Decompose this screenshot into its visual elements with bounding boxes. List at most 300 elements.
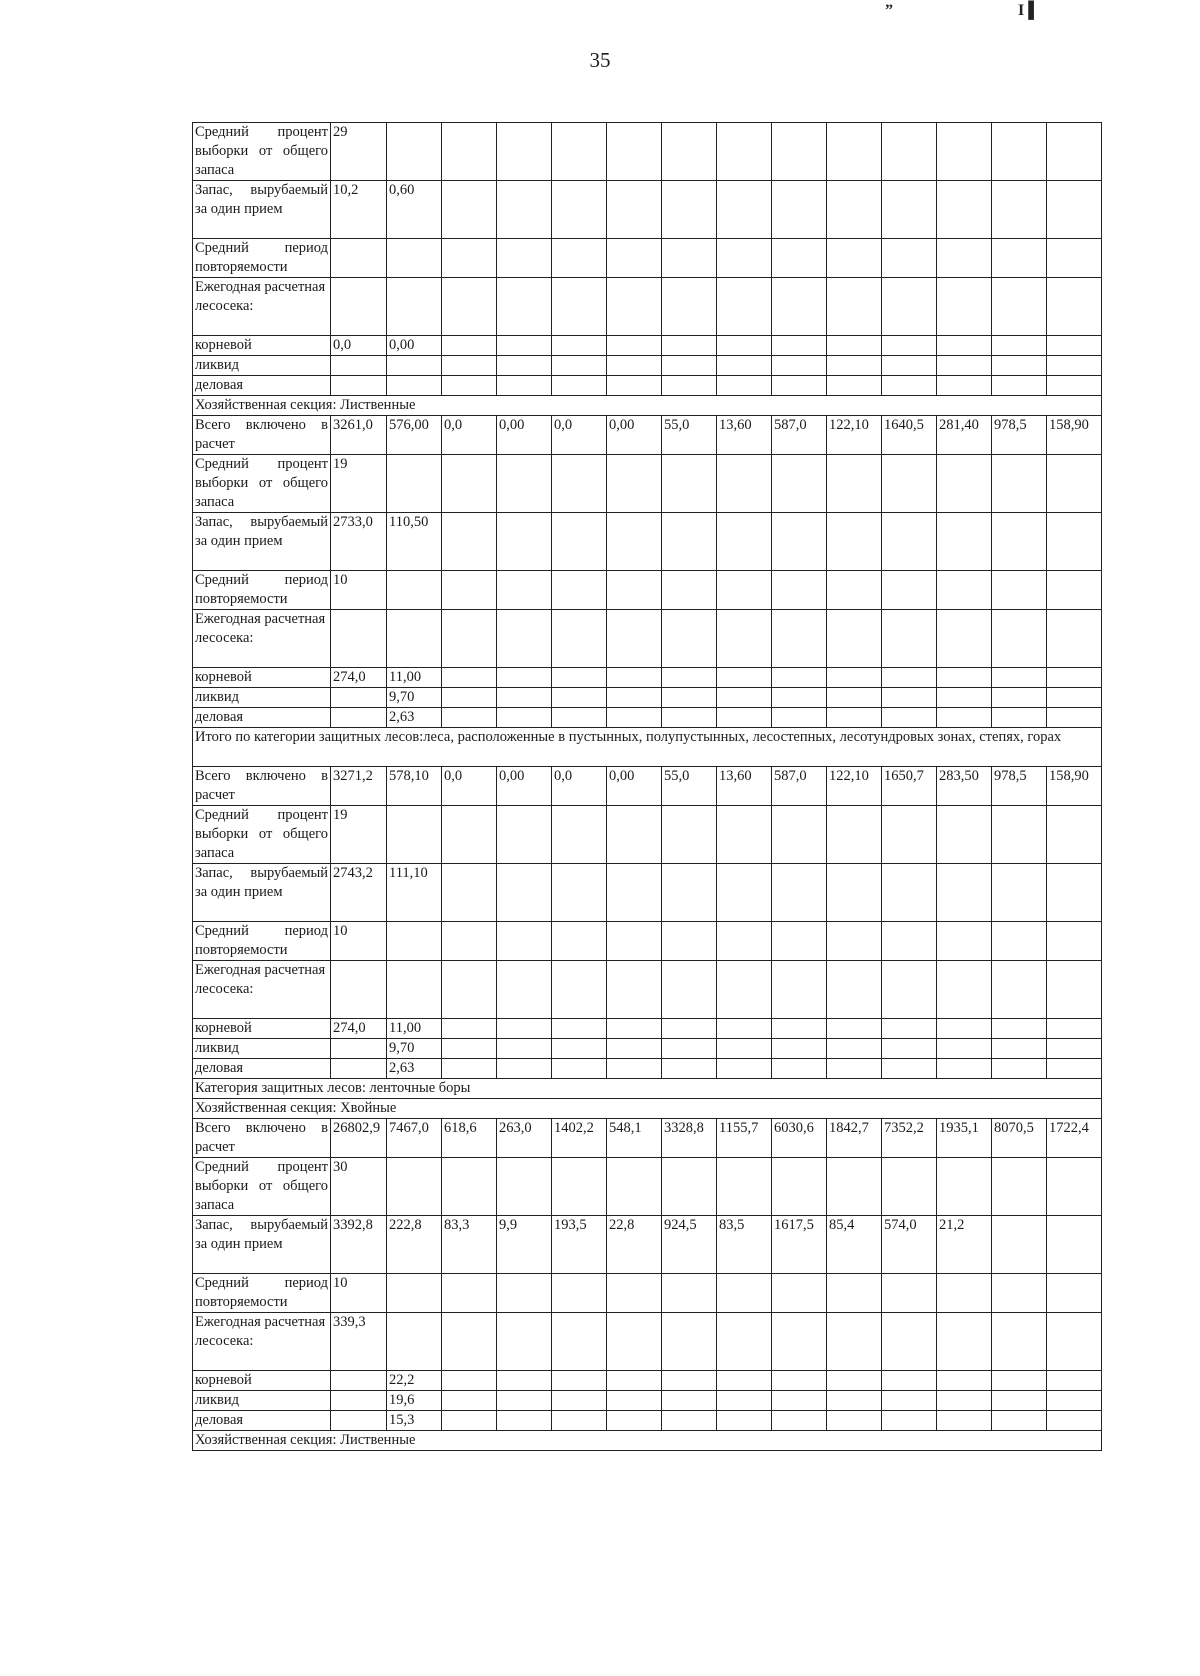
table-cell <box>607 610 662 668</box>
table-cell <box>827 239 882 278</box>
table-cell <box>552 961 607 1019</box>
table-cell <box>331 688 387 708</box>
table-cell <box>882 571 937 610</box>
table-cell <box>882 1391 937 1411</box>
table-cell <box>607 961 662 1019</box>
table-cell <box>662 961 717 1019</box>
table-cell <box>607 455 662 513</box>
table-cell <box>442 1313 497 1371</box>
table-cell: 1935,1 <box>937 1119 992 1158</box>
table-cell: 978,5 <box>992 767 1047 806</box>
table-cell: 0,00 <box>607 767 662 806</box>
row-label: деловая <box>193 376 331 396</box>
table-cell <box>717 1313 772 1371</box>
table-row <box>193 239 1102 278</box>
table-cell <box>442 356 497 376</box>
table-row <box>193 708 1102 728</box>
table-row <box>193 1039 1102 1059</box>
row-label: ликвид <box>193 356 331 376</box>
table-cell <box>717 1391 772 1411</box>
page-number: 35 <box>589 48 611 72</box>
table-cell <box>772 610 827 668</box>
scan-mark: I ▌ <box>1018 2 1040 19</box>
table-cell <box>387 1158 442 1216</box>
table-cell <box>442 1371 497 1391</box>
table-cell <box>497 1019 552 1039</box>
table-cell <box>937 1019 992 1039</box>
table-cell: 1650,7 <box>882 767 937 806</box>
table-cell <box>827 123 882 181</box>
table-cell <box>882 922 937 961</box>
table-cell <box>937 181 992 239</box>
table-cell: 339,3 <box>331 1313 387 1371</box>
table-cell <box>992 1371 1047 1391</box>
table-cell <box>1047 864 1102 922</box>
table-row <box>193 1019 1102 1039</box>
table-cell: 283,50 <box>937 767 992 806</box>
table-cell <box>497 1391 552 1411</box>
table-cell: 122,10 <box>827 767 882 806</box>
row-label: деловая <box>193 708 331 728</box>
table-row <box>193 1059 1102 1079</box>
table-cell <box>882 1059 937 1079</box>
table-cell <box>992 1391 1047 1411</box>
table-cell <box>1047 1274 1102 1313</box>
table-cell: 11,00 <box>387 668 442 688</box>
table-cell <box>772 1411 827 1431</box>
table-cell <box>772 708 827 728</box>
table-cell <box>497 1274 552 1313</box>
table-cell <box>937 1371 992 1391</box>
table-cell <box>331 1391 387 1411</box>
row-label: корневой <box>193 1019 331 1039</box>
table-cell <box>497 864 552 922</box>
table-cell <box>552 376 607 396</box>
row-label: Средний период повторяемости <box>193 571 331 610</box>
table-cell <box>882 356 937 376</box>
table-row <box>193 336 1102 356</box>
table-cell <box>717 1371 772 1391</box>
table-cell <box>662 181 717 239</box>
table-cell <box>882 806 937 864</box>
table-cell <box>772 864 827 922</box>
table-cell: 19,6 <box>387 1391 442 1411</box>
table-row <box>193 1158 1102 1216</box>
table-cell <box>772 239 827 278</box>
table-cell <box>717 806 772 864</box>
table-cell: 9,9 <box>497 1216 552 1274</box>
table-cell <box>937 708 992 728</box>
table-cell <box>607 181 662 239</box>
table-cell <box>607 668 662 688</box>
table-cell <box>992 864 1047 922</box>
table-cell <box>497 688 552 708</box>
table-cell <box>442 123 497 181</box>
table-cell <box>717 455 772 513</box>
table-cell <box>497 961 552 1019</box>
table-cell <box>827 610 882 668</box>
row-label: Средний процент выборки от общего запаса <box>193 806 331 864</box>
table-cell <box>331 376 387 396</box>
table-cell <box>662 239 717 278</box>
table-cell <box>717 1039 772 1059</box>
table-row <box>193 181 1102 239</box>
table-cell <box>882 455 937 513</box>
table-cell <box>772 336 827 356</box>
table-cell <box>331 278 387 336</box>
table-cell <box>331 961 387 1019</box>
table-row <box>193 922 1102 961</box>
table-cell <box>882 1158 937 1216</box>
table-cell: 7352,2 <box>882 1119 937 1158</box>
forest-calculation-table <box>192 122 1102 1451</box>
table-row <box>193 123 1102 181</box>
table-cell: 110,50 <box>387 513 442 571</box>
table-cell <box>331 708 387 728</box>
table-cell <box>1047 1411 1102 1431</box>
scan-mark: ” <box>885 2 893 19</box>
table-cell <box>992 181 1047 239</box>
row-label: деловая <box>193 1059 331 1079</box>
table-cell <box>442 571 497 610</box>
table-cell <box>552 668 607 688</box>
table-cell <box>442 1411 497 1431</box>
table-cell: 2743,2 <box>331 864 387 922</box>
table-cell <box>387 356 442 376</box>
table-row <box>193 1216 1102 1274</box>
table-cell: 83,3 <box>442 1216 497 1274</box>
table-cell <box>662 922 717 961</box>
table-cell <box>497 806 552 864</box>
table-cell <box>442 1391 497 1411</box>
table-cell <box>607 278 662 336</box>
table-cell <box>387 1274 442 1313</box>
table-cell <box>882 376 937 396</box>
table-cell <box>772 1371 827 1391</box>
table-cell <box>442 1059 497 1079</box>
table-cell <box>882 688 937 708</box>
table-cell <box>772 455 827 513</box>
table-cell <box>607 1158 662 1216</box>
table-cell <box>717 571 772 610</box>
table-cell <box>937 1391 992 1411</box>
table-cell <box>992 610 1047 668</box>
table-cell: 548,1 <box>607 1119 662 1158</box>
section-header-row <box>193 1079 1102 1099</box>
table-cell <box>1047 1158 1102 1216</box>
table-cell <box>992 336 1047 356</box>
table-cell <box>882 278 937 336</box>
table-cell <box>607 1313 662 1371</box>
table-cell: 274,0 <box>331 1019 387 1039</box>
table-cell: 19 <box>331 806 387 864</box>
table-cell <box>387 806 442 864</box>
table-cell <box>442 708 497 728</box>
table-cell <box>1047 455 1102 513</box>
table-row <box>193 571 1102 610</box>
table-cell <box>827 376 882 396</box>
table-cell <box>827 513 882 571</box>
table-cell <box>442 922 497 961</box>
row-label: Средний период повторяемости <box>193 922 331 961</box>
table-cell: 2,63 <box>387 708 442 728</box>
table-cell <box>662 278 717 336</box>
table-cell <box>992 278 1047 336</box>
table-cell <box>717 123 772 181</box>
table-cell <box>387 455 442 513</box>
table-cell: 122,10 <box>827 416 882 455</box>
table-cell <box>992 1411 1047 1431</box>
table-cell: 1155,7 <box>717 1119 772 1158</box>
table-cell <box>827 806 882 864</box>
table-cell <box>772 181 827 239</box>
table-cell <box>442 336 497 356</box>
table-cell: 263,0 <box>497 1119 552 1158</box>
table-cell: 10 <box>331 571 387 610</box>
table-cell <box>387 571 442 610</box>
table-cell <box>717 1158 772 1216</box>
table-cell <box>607 806 662 864</box>
table-cell <box>552 922 607 961</box>
table-cell <box>552 864 607 922</box>
table-cell <box>882 1019 937 1039</box>
table-cell <box>827 961 882 1019</box>
table-cell <box>1047 181 1102 239</box>
row-label: Средний процент выборки от общего запаса <box>193 1158 331 1216</box>
section-header: Хозяйственная секция: Лиственные <box>193 396 1102 416</box>
table-cell <box>882 1371 937 1391</box>
table-cell: 0,00 <box>497 767 552 806</box>
row-label: Ежегодная расчетная лесосека: <box>193 1313 331 1371</box>
table-cell <box>497 513 552 571</box>
table-cell <box>882 513 937 571</box>
section-header: Итого по категории защитных лесов:леса, расположенные в пустынных, полупустынных, лесостепных, лесотундровых зонах, степях, горах <box>193 728 1102 767</box>
row-label: Ежегодная расчетная лесосека: <box>193 278 331 336</box>
table-cell <box>937 239 992 278</box>
row-label: Средний период повторяемости <box>193 239 331 278</box>
table-cell: 6030,6 <box>772 1119 827 1158</box>
table-cell <box>552 1274 607 1313</box>
table-cell <box>827 1039 882 1059</box>
table-cell <box>552 455 607 513</box>
table-cell <box>772 356 827 376</box>
table-cell <box>442 806 497 864</box>
table-cell <box>992 1039 1047 1059</box>
table-cell <box>827 356 882 376</box>
table-cell <box>992 1158 1047 1216</box>
table-cell <box>442 1019 497 1039</box>
table-cell <box>331 1039 387 1059</box>
table-cell: 618,6 <box>442 1119 497 1158</box>
row-label: корневой <box>193 668 331 688</box>
table-cell: 0,60 <box>387 181 442 239</box>
table-cell: 3261,0 <box>331 416 387 455</box>
table-cell: 2733,0 <box>331 513 387 571</box>
table-cell <box>772 1039 827 1059</box>
table-cell: 578,10 <box>387 767 442 806</box>
table-cell <box>607 1391 662 1411</box>
table-cell <box>882 961 937 1019</box>
table-cell <box>607 239 662 278</box>
table-cell <box>1047 1059 1102 1079</box>
table-cell <box>772 513 827 571</box>
table-row <box>193 864 1102 922</box>
table-cell <box>1047 376 1102 396</box>
table-cell <box>992 961 1047 1019</box>
table-row <box>193 356 1102 376</box>
table-cell <box>882 123 937 181</box>
table-cell <box>607 688 662 708</box>
table-cell <box>552 1059 607 1079</box>
row-label: Ежегодная расчетная лесосека: <box>193 961 331 1019</box>
table-cell: 1617,5 <box>772 1216 827 1274</box>
table-cell <box>331 1371 387 1391</box>
table-cell <box>772 1158 827 1216</box>
section-header: Хозяйственная секция: Хвойные <box>193 1099 1102 1119</box>
table-cell: 1722,4 <box>1047 1119 1102 1158</box>
row-label: деловая <box>193 1411 331 1431</box>
table-cell <box>552 1391 607 1411</box>
table-cell <box>827 1019 882 1039</box>
table-cell: 574,0 <box>882 1216 937 1274</box>
table-cell <box>992 1313 1047 1371</box>
table-cell <box>442 455 497 513</box>
table-cell <box>772 1274 827 1313</box>
table-cell: 924,5 <box>662 1216 717 1274</box>
table-cell <box>827 571 882 610</box>
table-cell <box>662 455 717 513</box>
table-cell: 0,00 <box>497 416 552 455</box>
table-cell: 10 <box>331 1274 387 1313</box>
table-cell <box>772 123 827 181</box>
table-cell <box>662 1391 717 1411</box>
table-cell <box>937 864 992 922</box>
table-cell <box>992 1216 1047 1274</box>
row-label: ликвид <box>193 688 331 708</box>
table-cell: 83,5 <box>717 1216 772 1274</box>
table-cell <box>497 708 552 728</box>
table-cell <box>497 1313 552 1371</box>
table-cell <box>937 806 992 864</box>
table-cell <box>662 1274 717 1313</box>
section-header-row <box>193 1099 1102 1119</box>
table-cell <box>552 1411 607 1431</box>
table-cell <box>607 708 662 728</box>
table-cell <box>552 1019 607 1039</box>
table-cell <box>772 688 827 708</box>
table-cell <box>662 336 717 356</box>
table-cell <box>1047 961 1102 1019</box>
table-cell <box>662 1059 717 1079</box>
table-cell <box>992 123 1047 181</box>
table-cell <box>387 1313 442 1371</box>
table-cell <box>662 513 717 571</box>
table-cell: 1842,7 <box>827 1119 882 1158</box>
table-cell <box>497 123 552 181</box>
table-cell <box>717 1059 772 1079</box>
table-cell <box>827 922 882 961</box>
table-cell: 281,40 <box>937 416 992 455</box>
table-cell <box>387 239 442 278</box>
table-cell <box>827 1411 882 1431</box>
table-cell <box>717 278 772 336</box>
table-cell <box>442 864 497 922</box>
table-cell <box>937 376 992 396</box>
table-cell <box>331 1411 387 1431</box>
row-label: Ежегодная расчетная лесосека: <box>193 610 331 668</box>
table-cell <box>1047 1019 1102 1039</box>
table-cell <box>497 376 552 396</box>
table-cell <box>497 181 552 239</box>
table-cell <box>442 610 497 668</box>
table-cell: 10 <box>331 922 387 961</box>
table-cell <box>937 455 992 513</box>
table-cell <box>607 1411 662 1431</box>
table-cell <box>662 1411 717 1431</box>
table-cell <box>387 961 442 1019</box>
table-cell: 111,10 <box>387 864 442 922</box>
table-cell <box>992 1059 1047 1079</box>
table-cell <box>442 688 497 708</box>
table-cell <box>827 1371 882 1391</box>
table-cell <box>497 1158 552 1216</box>
table-cell <box>662 708 717 728</box>
table-cell <box>607 1371 662 1391</box>
table-row <box>193 610 1102 668</box>
table-cell <box>552 513 607 571</box>
table-cell: 3271,2 <box>331 767 387 806</box>
row-label: Всего включено в расчет <box>193 416 331 455</box>
table-cell <box>717 181 772 239</box>
table-cell <box>772 961 827 1019</box>
table-cell <box>882 668 937 688</box>
table-cell: 0,0 <box>442 416 497 455</box>
table-cell <box>662 668 717 688</box>
table-cell <box>442 1274 497 1313</box>
table-cell <box>662 688 717 708</box>
table-row <box>193 513 1102 571</box>
table-row <box>193 1391 1102 1411</box>
table-cell: 9,70 <box>387 1039 442 1059</box>
table-cell: 26802,9 <box>331 1119 387 1158</box>
table-cell <box>937 123 992 181</box>
table-cell <box>1047 123 1102 181</box>
table-cell <box>552 336 607 356</box>
table-cell <box>717 708 772 728</box>
table-cell <box>882 1313 937 1371</box>
table-cell <box>992 571 1047 610</box>
table-cell <box>552 123 607 181</box>
table-cell: 0,0 <box>552 416 607 455</box>
row-label: корневой <box>193 1371 331 1391</box>
table-cell <box>1047 278 1102 336</box>
table-cell <box>772 1391 827 1411</box>
table-row <box>193 767 1102 806</box>
table-cell <box>607 123 662 181</box>
table-cell <box>827 1391 882 1411</box>
section-header-row <box>193 396 1102 416</box>
table-cell <box>1047 1371 1102 1391</box>
table-cell <box>772 1019 827 1039</box>
table-cell <box>772 571 827 610</box>
table-cell <box>827 1313 882 1371</box>
table-cell <box>717 1274 772 1313</box>
table-cell <box>717 1019 772 1039</box>
table-cell: 193,5 <box>552 1216 607 1274</box>
table-cell: 10,2 <box>331 181 387 239</box>
table-cell <box>1047 1039 1102 1059</box>
section-header-row <box>193 728 1102 767</box>
